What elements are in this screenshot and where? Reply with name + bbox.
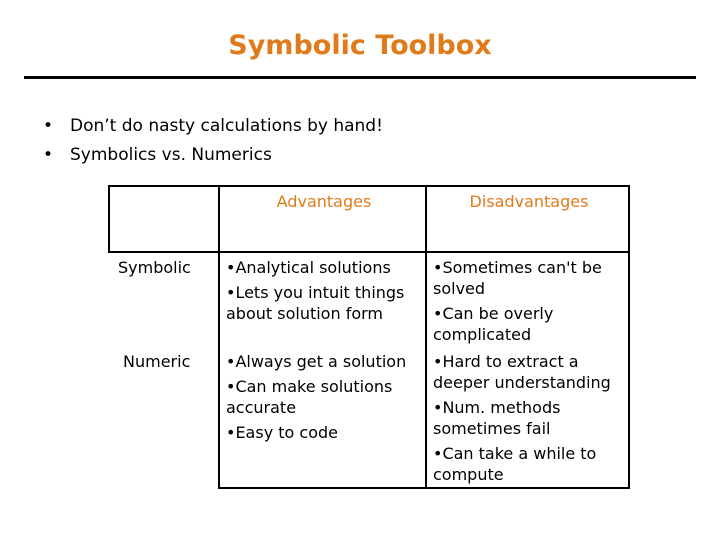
list-item: •Hard to extract a deeper understanding [433, 352, 611, 392]
list-item: •Can make solutions accurate [226, 377, 393, 417]
list-item: •Lets you intuit things about solution form [226, 283, 405, 323]
header-corner-cell [109, 186, 219, 252]
title-divider [24, 76, 696, 79]
bullet-text: Don’t do nasty calculations by hand! [70, 116, 383, 136]
numeric-advantages-cell [219, 347, 426, 488]
list-item: •Num. methods sometimes fail [433, 398, 561, 438]
list-item: •Easy to code [226, 423, 338, 442]
bullet-dot-icon: • [43, 116, 54, 136]
table-row [109, 252, 629, 347]
header-advantages: Advantages [219, 186, 426, 252]
numeric-disadvantages-cell [426, 347, 629, 488]
row-label-symbolic: Symbolic [118, 258, 191, 277]
header-disadvantages: Disadvantages [426, 186, 629, 252]
bullet-dot-icon: • [43, 145, 54, 165]
table-row [109, 347, 629, 488]
bullet-text: Symbolics vs. Numerics [70, 145, 272, 165]
row-label-numeric: Numeric [123, 352, 191, 371]
slide-title: Symbolic Toolbox [228, 30, 492, 61]
bullet-item [40, 141, 383, 170]
list-item: •Can be overly complicated [433, 304, 554, 344]
symbolic-advantages-cell [219, 252, 426, 347]
comparison-table [108, 185, 630, 489]
symbolic-disadvantages-cell [426, 252, 629, 347]
list-item: •Can take a while to compute [433, 444, 597, 484]
list-item: •Analytical solutions [226, 258, 391, 277]
bullet-list [40, 112, 383, 170]
table-header-row [109, 186, 629, 252]
list-item: •Sometimes can't be solved [433, 258, 602, 298]
bullet-item [40, 112, 383, 141]
list-item: •Always get a solution [226, 352, 407, 371]
